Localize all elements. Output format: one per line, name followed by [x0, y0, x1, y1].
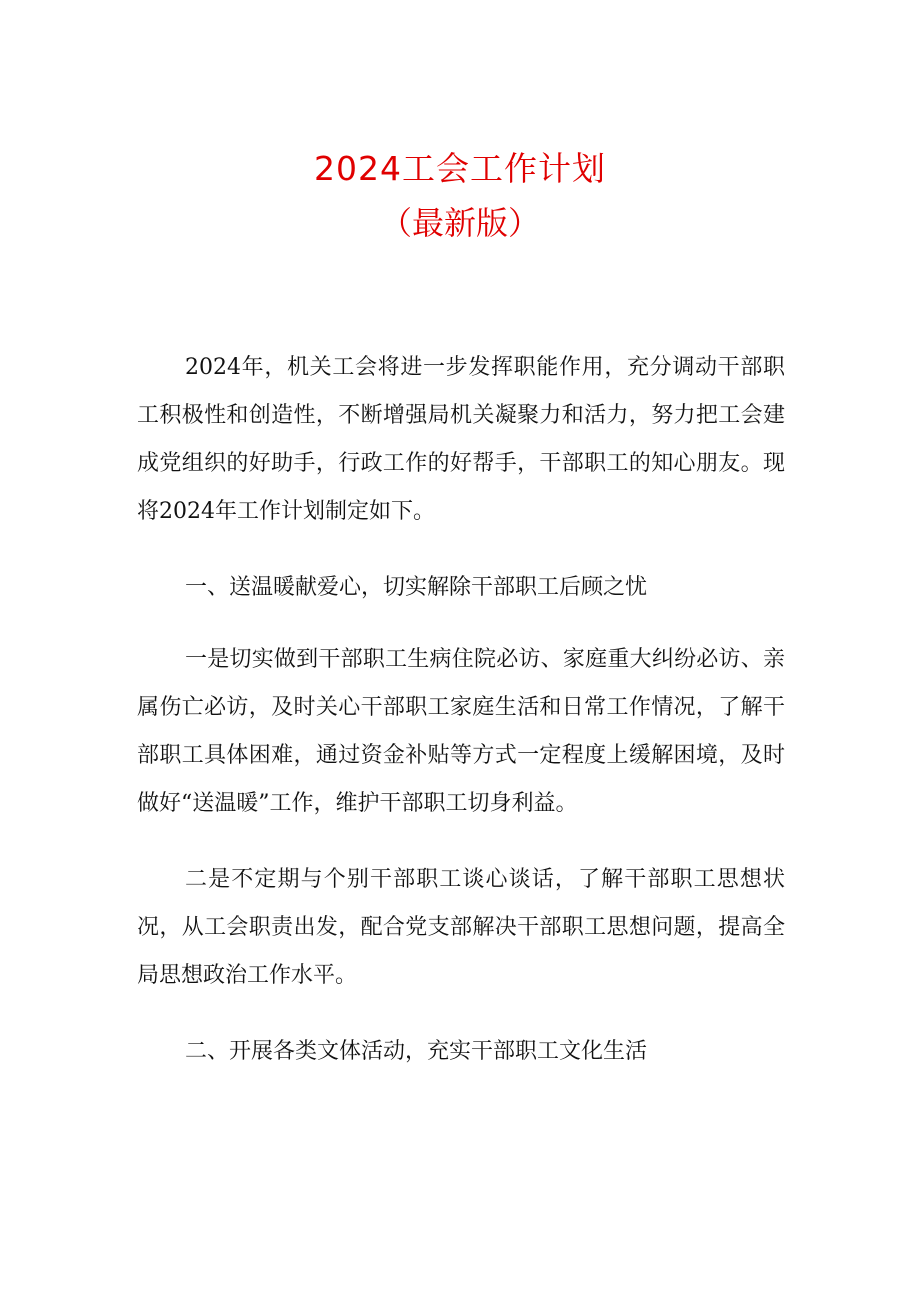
document-subtitle: （最新版）: [379, 204, 540, 242]
section-1-paragraph-2: 二是不定期与个别干部职工谈心谈话，了解干部职工思想状况，从工会职责出发，配合党支部解决干部职工思想问题，提高全局思想政治工作水平。: [137, 867, 785, 988]
document-title: 2024工会工作计划: [314, 149, 606, 188]
section-1-paragraph-1: 一是切实做到干部职工生病住院必访、家庭重大纠纷必访、亲属伤亡必访，及时关心干部职工家庭生活和日常工作情况，了解干部职工具体困难，通过资金补贴等方式一定程度上缓解困境，及时做好“送温暖”工作，维护干部职工切身利益。: [137, 647, 785, 816]
section-heading-1: 一、送温暖献爱心，切实解除干部职工后顾之忧: [185, 575, 648, 600]
intro-paragraph: 2024年，机关工会将进一步发挥职能作用，充分调动干部职工积极性和创造性，不断增强局机关凝聚力和活力，努力把工会建成党组织的好助手，行政工作的好帮手，干部职工的知心朋友。现将2024年工作计划制定如下。: [137, 355, 785, 524]
section-heading-2: 二、开展各类文体活动，充实干部职工文化生活: [185, 1039, 648, 1064]
